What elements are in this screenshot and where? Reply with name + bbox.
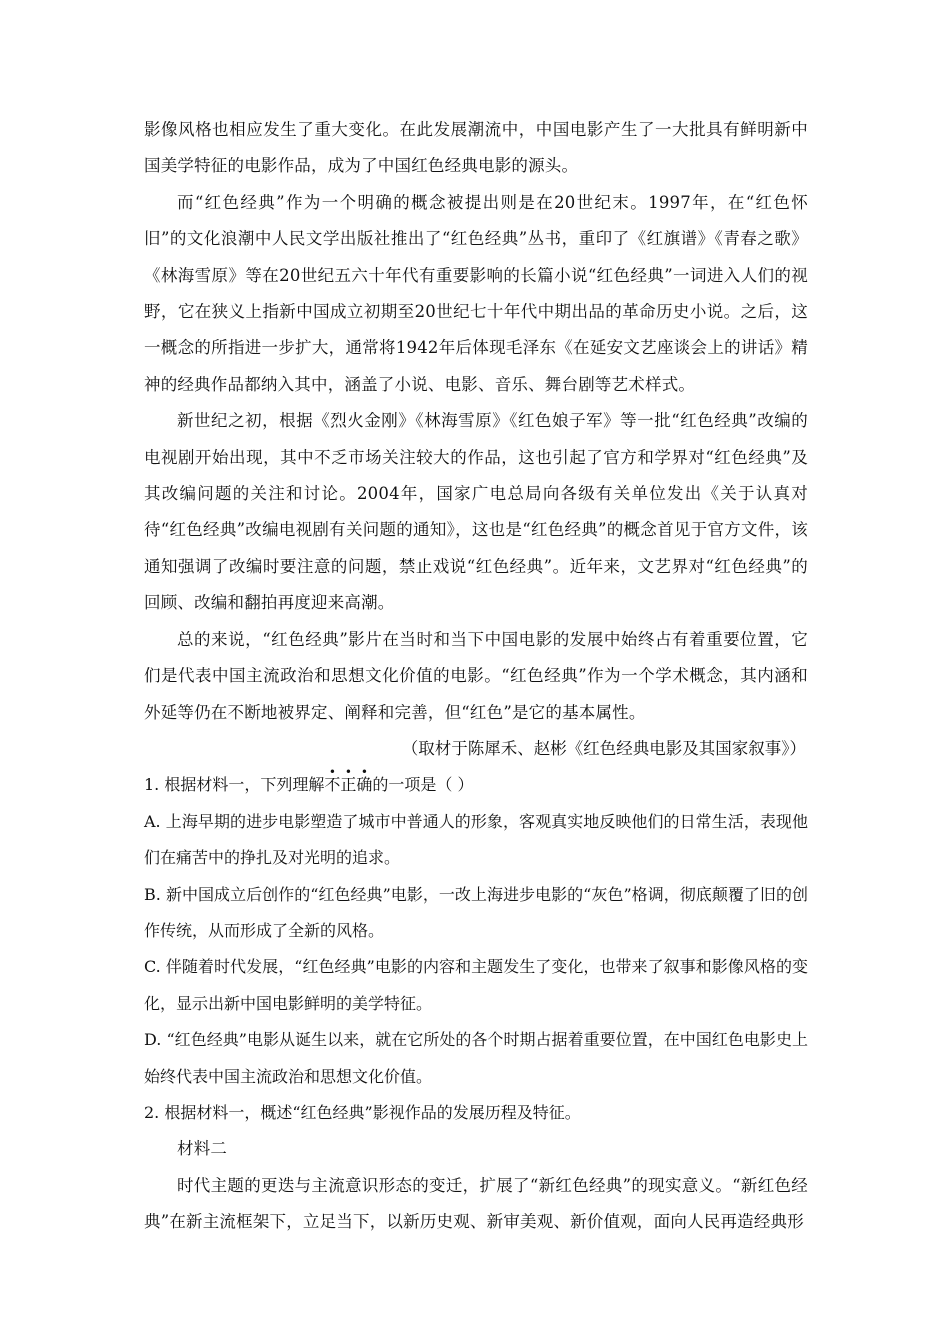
emphasis-char-1-text: 不: [324, 775, 341, 795]
emphasis-char-3-text: 确: [356, 775, 373, 795]
emphasis-char-1: [324, 765, 341, 795]
emphasis-char-3: [356, 765, 373, 795]
material-2-heading: 材料二: [177, 1139, 228, 1159]
paragraph-2: 而“红色经典”作为一个明确的概念被提出则是在20世纪末。1997年，在“红色怀旧”的文化浪潮中人民文学出版社推出了“红色经典”丛书，重印了《红旗谱》《青春之歌》《林海雪原》等在20世纪五六十年代有重要影响的长篇小说“红色经典”一词进入人们的视野，它在狭义上指新中国成立初期至20世纪七十年代中期出品的革命历史小说。之后，这一概念的所指进一步扩大，通常将1942年后体现毛泽东《在延安文艺座谈会上的讲话》精神的经典作品都纳入其中，涵盖了小说、电影、音乐、舞台剧等艺术样式。: [144, 192, 808, 394]
question-1-prefix: 1. 根据材料一，下列理解: [144, 775, 325, 795]
paragraph-3: 新世纪之初，根据《烈火金刚》《林海雪原》《红色娘子军》等一批“红色经典”改编的电视剧开始出现，其中不乏市场关注较大的作品，这也引起了官方和学界对“红色经典”及其改编问题的关注和讨论。2004年，国家广电总局向各级有关单位发出《关于认真对待“红色经典”改编电视剧有关问题的通知》，这也是“红色经典”的概念首见于官方文件，该通知强调了改编时要注意的问题，禁止戏说“红色经典”。近年来，文艺界对“红色经典”的回顾、改编和翻拍再度迎来高潮。: [144, 411, 808, 613]
emphasis-char-2: [340, 765, 357, 795]
paragraph-1: 影像风格也相应发生了重大变化。在此发展潮流中，中国电影产生了一大批具有鲜明新中国美学特征的电影作品，成为了中国红色经典电影的源头。: [144, 120, 808, 176]
emphasis-dot: •: [344, 765, 352, 780]
option-a: A. 上海早期的进步电影塑造了城市中普通人的形象，客观真实地反映他们的日常生活，表现他们在痛苦中的挣扎及对光明的追求。: [144, 811, 808, 868]
material-2-paragraph-1: 时代主题的更迭与主流意识形态的变迁，扩展了“新红色经典”的现实意义。“新红色经典”在新主流框架下，立足当下，以新历史观、新审美观、新价值观，面向人民再造经典形: [144, 1175, 808, 1232]
option-c: C. 伴随着时代发展，“红色经典”电影的内容和主题发生了变化，也带来了叙事和影像风格的变化，显示出新中国电影鲜明的美学特征。: [144, 957, 808, 1013]
option-b: B. 新中国成立后创作的“红色经典”电影，一改上海进步电影的“灰色”格调，彻底颠覆了旧的创作传统，从而形成了全新的风格。: [144, 884, 808, 940]
question-2: 2. 根据材料一，概述“红色经典”影视作品的发展历程及特征。: [144, 1102, 581, 1122]
emphasis-dot: •: [328, 765, 336, 780]
emphasis-dot: •: [360, 765, 368, 780]
source-citation: （取材于陈犀禾、赵彬《红色经典电影及其国家叙事》）: [401, 738, 806, 758]
question-1-suffix: 的一项是（ ）: [372, 775, 474, 795]
document-page: [144, 112, 808, 1241]
emphasis-char-2-text: 正: [340, 775, 357, 795]
paragraph-4: 总的来说，“红色经典”影片在当时和当下中国电影的发展中始终占有着重要位置，它们是代表中国主流政治和思想文化价值的电影。“红色经典”作为一个学术概念，其内涵和外延等仍在不断地被界定、阐释和完善，但“红色”是它的基本属性。: [144, 629, 808, 722]
question-1: [144, 767, 808, 803]
option-d: D. “红色经典”电影从诞生以来，就在它所处的各个时期占据着重要位置，在中国红色电影史上始终代表中国主流政治和思想文化价值。: [144, 1030, 808, 1086]
